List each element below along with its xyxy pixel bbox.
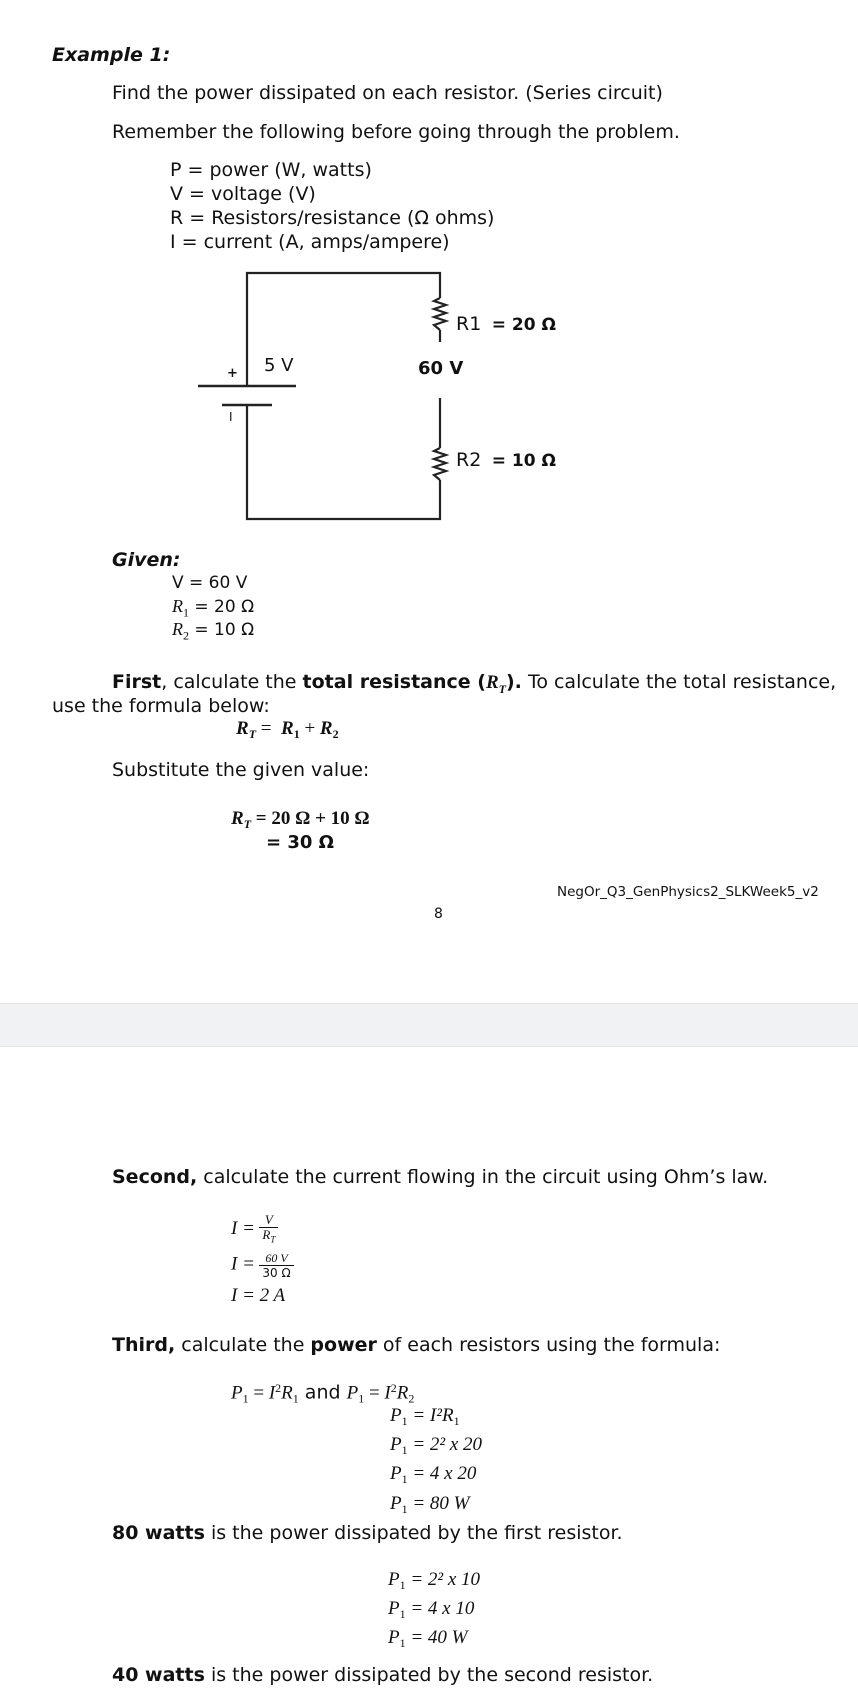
formula-rt-r2: R <box>319 718 333 739</box>
second-step-body: calculate the current flowing in the circuit using Ohm’s law. <box>197 1166 769 1188</box>
resistor-r1-label <box>456 313 556 335</box>
ohm-l1-fraction <box>259 1213 278 1247</box>
third-step-lead: Third, <box>112 1334 176 1356</box>
total-resistance-formula <box>236 718 339 742</box>
step-p-sub: 1 <box>399 1578 406 1593</box>
given-r1-value: = 20 Ω <box>189 597 255 617</box>
given-r2-symbol: R <box>172 619 183 639</box>
given-voltage: V = 60 V <box>172 573 248 593</box>
first-step-line1 <box>112 671 836 697</box>
total-resistance-calc-line1 <box>231 808 370 832</box>
step-p: P <box>388 1569 400 1590</box>
formula-rt-r1: R <box>281 718 294 739</box>
resistor-r2-name: R2 <box>456 449 482 471</box>
power-p1-step <box>390 1462 482 1491</box>
step-expression: = 2² x 10 <box>405 1569 481 1590</box>
step-p: P <box>390 1434 402 1456</box>
remember-text: Remember the following before going through the problem. <box>112 121 680 143</box>
ohm-l1-numerator: V <box>259 1213 278 1228</box>
formula-rt-lhs: R <box>236 718 249 739</box>
power-formula-i2: I <box>384 1382 391 1404</box>
ohm-l1-denominator: R <box>262 1227 271 1242</box>
resistor-r1-zigzag <box>434 298 446 330</box>
first-step-subscript: T <box>498 681 506 696</box>
given-r2 <box>172 619 254 643</box>
power-p2-step <box>388 1597 480 1626</box>
given-r2-value: = 10 Ω <box>189 620 255 640</box>
battery-plus-sign: + <box>227 366 238 381</box>
result1-value: 80 watts <box>112 1522 205 1544</box>
given-r1-symbol: R <box>172 596 183 616</box>
given-r2-subscript: 2 <box>183 628 189 643</box>
substitute-text: Substitute the given value: <box>112 759 370 781</box>
step-p: P <box>388 1627 400 1649</box>
first-step-close: ). <box>506 671 522 693</box>
formula-rt-plus: + <box>299 718 320 739</box>
power-p2-step <box>388 1626 480 1655</box>
power-formula-exp: 2 <box>275 1381 282 1395</box>
instruction-text: Find the power dissipated on each resistor. (Series circuit) <box>112 82 663 104</box>
page-separator <box>0 1003 858 1047</box>
power-formula-p2-sub: 1 <box>358 1391 365 1406</box>
result-second-resistor <box>112 1664 653 1686</box>
third-step-text <box>112 1334 720 1356</box>
definition-resistance: R = Resistors/resistance (Ω ohms) <box>170 207 495 229</box>
step-p-sub: 1 <box>399 1636 406 1651</box>
step-p: P <box>390 1492 402 1514</box>
power-formula-r: R <box>281 1382 293 1404</box>
result2-text: is the power dissipated by the second resistor. <box>204 1664 654 1686</box>
ohm-l2-numerator: 60 V <box>259 1251 293 1266</box>
ohm-l2-fraction <box>259 1251 293 1280</box>
step-p-sub: 1 <box>401 1414 408 1429</box>
given-r1-subscript: 1 <box>183 605 189 620</box>
ohm-law-line1 <box>231 1213 278 1247</box>
step-expression-sub: 1 <box>453 1414 460 1429</box>
power-formula-r-sub: 1 <box>292 1391 299 1406</box>
first-step-text2: To calculate the total resistance, <box>521 671 837 693</box>
step-p-sub: 1 <box>399 1607 406 1622</box>
step-expression: = 2² x 20 <box>407 1434 483 1456</box>
definition-voltage: V = voltage (V) <box>170 183 316 205</box>
step-p-sub: 1 <box>401 1472 408 1487</box>
formula-rt-lhs-sub: T <box>248 727 257 742</box>
power-formula-r2: R <box>396 1382 409 1404</box>
power-formula-p1: P <box>231 1382 243 1404</box>
calc-rt-lhs: R <box>231 808 244 829</box>
step-expression: = 4 x 10 <box>405 1598 475 1620</box>
third-step-text2: of each resistors using the formula: <box>376 1334 721 1356</box>
resistor-r2-value: = 10 Ω <box>491 451 556 471</box>
page-number: 8 <box>434 906 443 922</box>
first-step-symbol: R <box>485 672 499 693</box>
footer-document-code: NegOr_Q3_GenPhysics2_SLKWeek5_v2 <box>557 884 819 900</box>
first-step-text: , calculate the <box>161 671 303 693</box>
power-formula-i: I <box>268 1382 276 1404</box>
given-r1 <box>172 596 254 620</box>
result1-text: is the power dissipated by the first resistor. <box>204 1522 623 1544</box>
power-formula-r2-sub: 2 <box>408 1391 415 1406</box>
step-p-sub: 1 <box>401 1443 408 1458</box>
power-formula-eq1: = <box>248 1382 269 1404</box>
ohm-law-result: I = 2 A <box>231 1285 286 1306</box>
battery-voltage-label: 5 V <box>264 355 294 376</box>
example-title: Example 1: <box>52 44 171 66</box>
power-formula-p2: P <box>346 1382 359 1404</box>
battery-minus-sign: I <box>229 410 233 424</box>
step-p: P <box>390 1405 402 1426</box>
power-p1-steps <box>390 1404 482 1521</box>
formula-rt-equals: = <box>256 718 281 739</box>
first-step-lead: First <box>112 671 162 693</box>
calc-rt-sum: = 20 Ω + 10 Ω <box>251 808 370 829</box>
given-title: Given: <box>112 549 181 571</box>
formula-rt-r1-sub: 1 <box>293 727 300 742</box>
series-circuit-diagram <box>0 0 858 560</box>
step-expression: = I²R <box>407 1405 454 1426</box>
power-formula-eq2: = <box>364 1382 385 1404</box>
first-step-line2: use the formula below: <box>52 695 270 717</box>
power-p1-step <box>390 1404 482 1433</box>
power-p1-step <box>390 1433 482 1462</box>
power-p2-steps <box>388 1568 480 1656</box>
result2-value: 40 watts <box>112 1664 205 1686</box>
ohm-l2-denominator: 30 Ω <box>262 1266 291 1280</box>
source-voltage-label: 60 V <box>418 358 464 379</box>
resistor-r1-name: R1 <box>456 313 482 335</box>
step-expression: = 40 W <box>405 1627 468 1649</box>
first-step-bold: total resistance ( <box>302 671 486 693</box>
power-p2-step <box>388 1568 480 1597</box>
step-p: P <box>388 1598 400 1620</box>
circuit-wire-bottom <box>247 405 440 519</box>
ohm-law-line2 <box>231 1251 294 1280</box>
second-step-lead: Second, <box>112 1166 198 1188</box>
ohm-l1-denominator-sub: T <box>270 1234 276 1245</box>
result-first-resistor <box>112 1522 623 1544</box>
definition-current: I = current (A, amps/ampere) <box>170 231 450 253</box>
step-expression: = 4 x 20 <box>407 1463 477 1485</box>
third-step-bold: power <box>310 1334 377 1356</box>
power-formula <box>231 1381 414 1407</box>
step-p: P <box>390 1463 402 1485</box>
power-p1-step <box>390 1492 482 1521</box>
power-formula-exp2: 2 <box>390 1381 397 1395</box>
ohm-l1-lhs: I = <box>231 1218 255 1240</box>
second-step-text <box>112 1166 768 1188</box>
power-formula-p1-sub: 1 <box>242 1391 249 1406</box>
third-step-text1: calculate the <box>175 1334 311 1356</box>
step-p-sub: 1 <box>401 1501 408 1516</box>
resistor-r2-label <box>456 449 556 471</box>
power-formula-and: and <box>298 1381 347 1404</box>
resistor-r2-zigzag <box>434 448 446 480</box>
ohm-l2-lhs: I = <box>231 1253 255 1275</box>
total-resistance-result: = 30 Ω <box>266 832 334 853</box>
formula-rt-r2-sub: 2 <box>332 727 339 742</box>
resistor-r1-value: = 20 Ω <box>491 315 556 335</box>
calc-rt-lhs-sub: T <box>243 817 252 832</box>
step-expression: = 80 W <box>407 1492 470 1514</box>
definition-power: P = power (W, watts) <box>170 159 372 181</box>
